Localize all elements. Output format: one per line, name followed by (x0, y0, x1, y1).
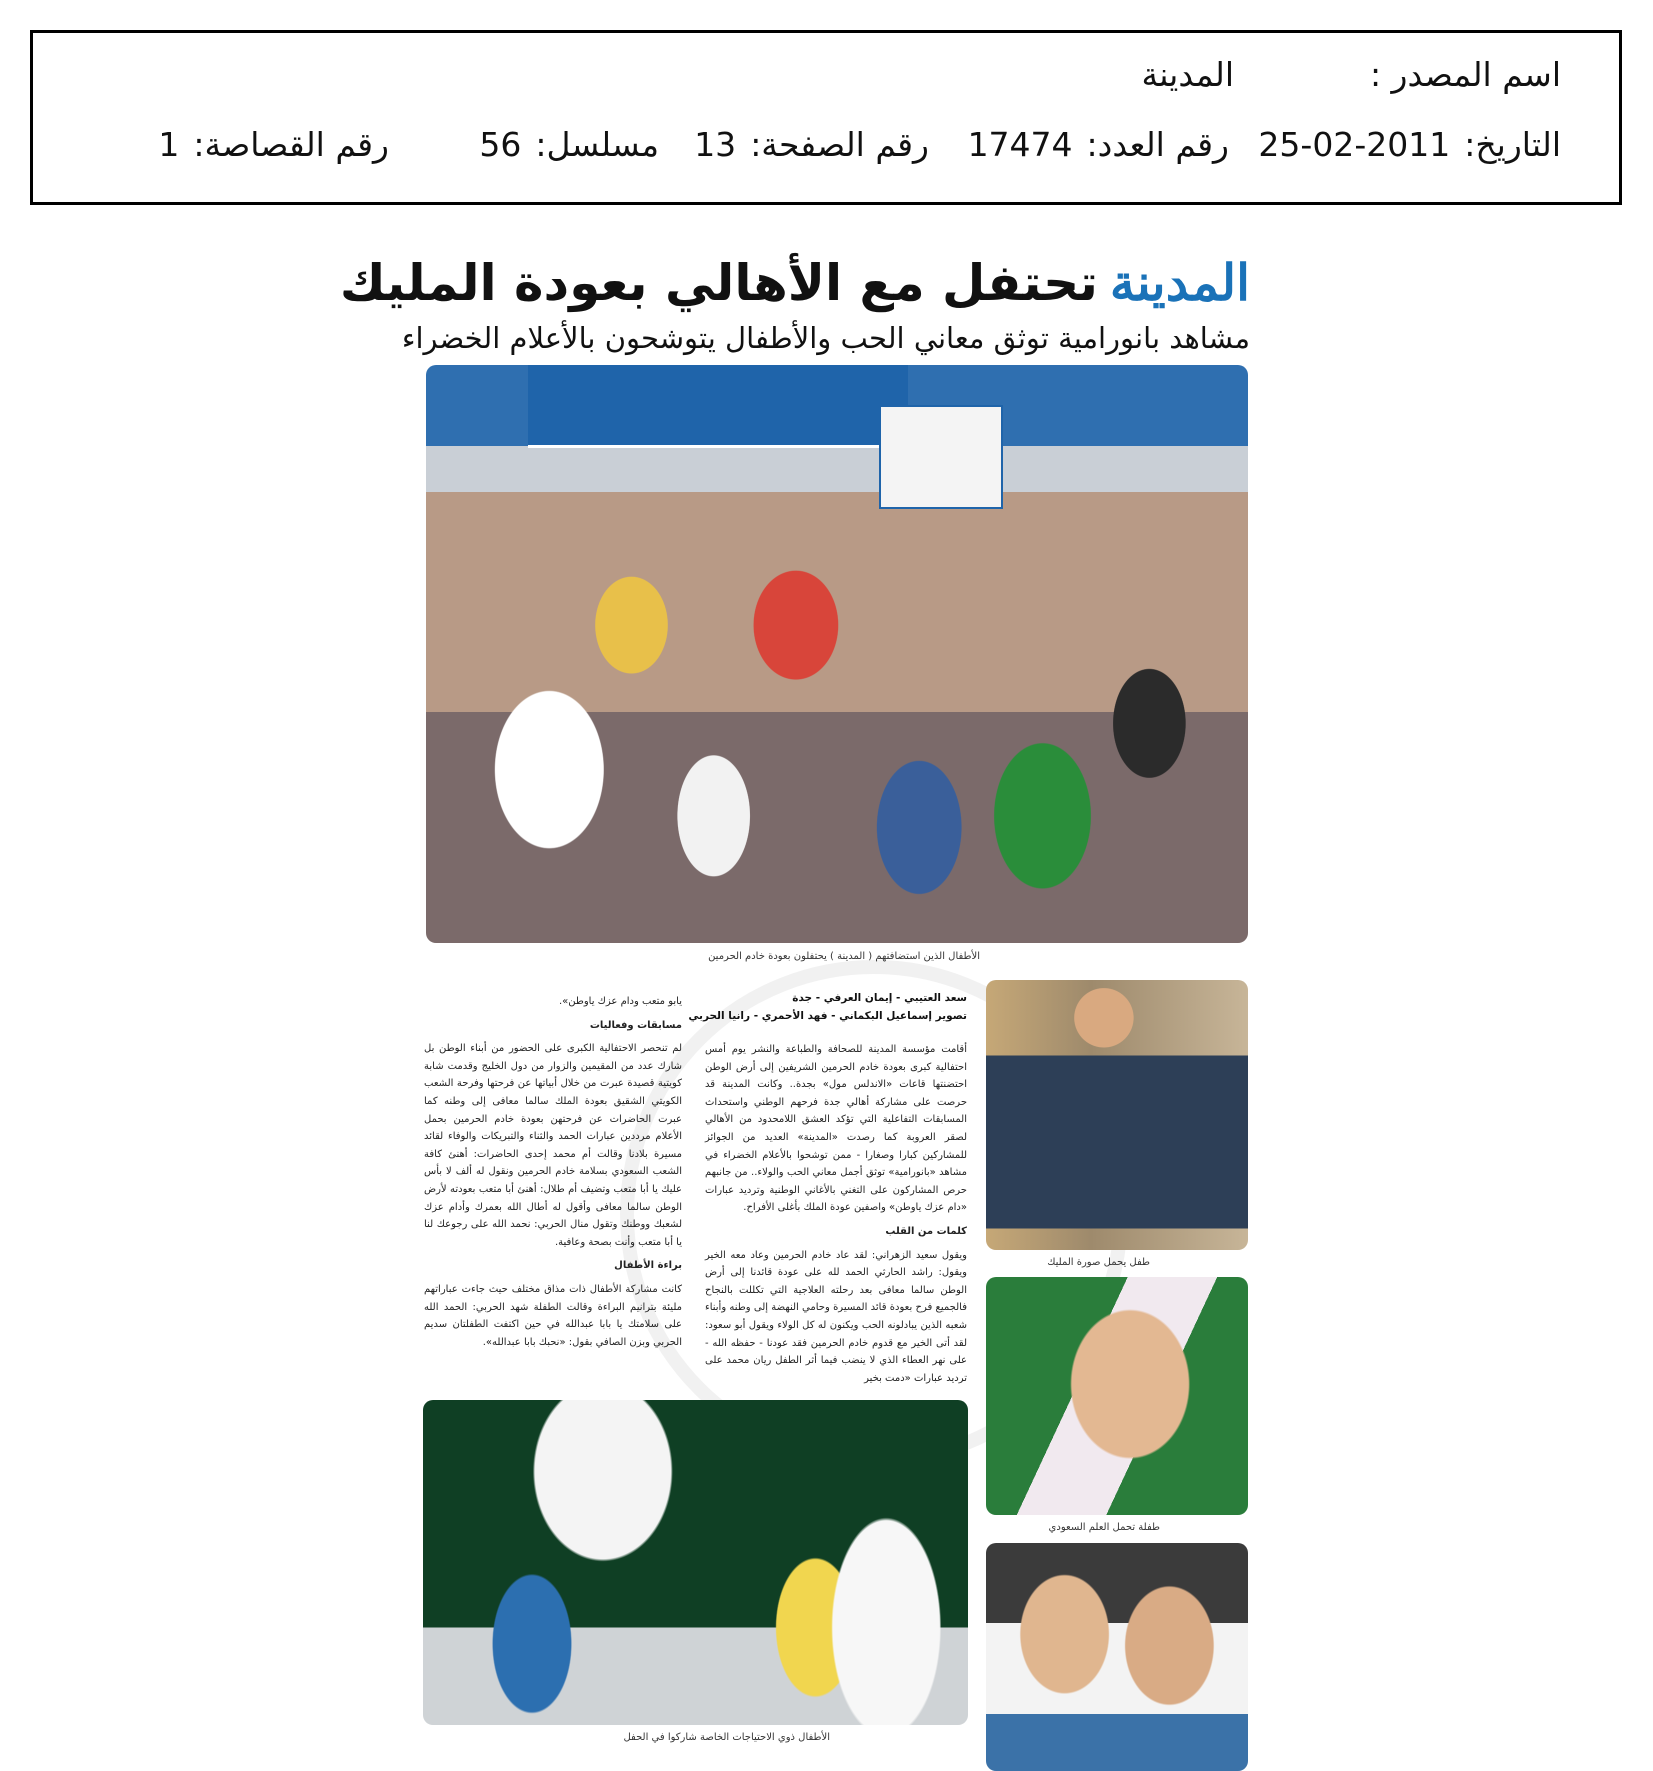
girl-with-saudi-flag-photo (986, 1277, 1248, 1515)
clip-label: رقم القصاصة: (193, 125, 389, 164)
article-subheadline: مشاهد بانورامية توثق معاني الحب والأطفال يتوشحون بالأعلام الخضراء (401, 321, 1250, 355)
subtitle-contests: مسابقات وفعاليات (589, 1019, 682, 1031)
page-label: رقم الصفحة: (750, 125, 929, 164)
boy-photo-caption: طفل يحمل صورة المليك (1047, 1257, 1150, 1268)
main-photo-caption: الأطفال الذين استضافتهم ( المدينة ) يحتفلون بعودة خادم الحرمين (708, 951, 980, 962)
col1-paragraph-1: أقامت مؤسسة المدينة للصحافة والطباعة والنشر يوم أمس احتفالية كبرى بعودة خادم الحرمين الشريفين إلى أرض الوطن احتضنتها قاعات «الاندلس مول» بجدة.. وكانت المدينة قد حرصت على مشاركة أهالي جدة فرحهم الوطني واستحداث المسابقات التفاعلية التي تؤكد العشق اللامحدود من الأهالي لصقر العروبة كما رصدت «المدينة» العديد من الجوائز للمشاركين كبارا وصغارا - ممن توشحوا بالأعلام الخضراء في مشاهد «بانورامية» توثق أجمل معاني الحب والولاء.. من جانبهم حرص المشاركون على التغني بالأغاني الوطنية وترديد عبارات «دام عزك ياوطن» واصفين عودة الملك بأغلى الأفراح. (705, 1044, 967, 1214)
page-value: 13 (694, 125, 737, 164)
serial-field (479, 125, 659, 164)
page-field (694, 125, 929, 164)
article-column-1 (705, 1041, 967, 1393)
clipping-metadata-box (30, 30, 1622, 205)
issue-value: 17474 (967, 125, 1073, 164)
col1-paragraph-2: ويقول سعيد الزهراني: لقد عاد خادم الحرمين وعاد معه الخير ويقول: راشد الحارثي الحمد لله على عودة قائدنا إلى أرض الوطن سالما معافى بعد رحلته العلاجية التي تكللت بالنجاح فالجميع فرح بعودة قائد المسيرة وحامي النهضة إلى وطنه وأبناء شعبه الذين يبادلونه الحب ويكنون له كل الولاء ويقول أبو سعود: لقد أتى الخير مع قدوم خادم الحرمين فقد عودنا - حفظه الله - على نهر العطاء الذي لا ينضب فيما أثر الطفل ريان محمد على ترديد عبارات «دمت بخير (705, 1249, 967, 1384)
article-column-2 (424, 993, 682, 1357)
source-value: المدينة (1141, 55, 1234, 94)
byline-reporters: سعد العتيبي - إيمان العرفي - جدة (792, 992, 967, 1004)
date-label: التاريخ: (1464, 125, 1561, 164)
byline-photographers: تصوير إسماعيل البكماني - فهد الأحمري - رانيا الحربي (688, 1010, 967, 1022)
event-banner (528, 365, 908, 448)
source-field (1370, 55, 1561, 94)
issue-field (968, 125, 1229, 164)
serial-value: 56 (479, 125, 522, 164)
children-crowd-photo (426, 365, 1248, 943)
date-value: 2011-02-25 (1258, 125, 1451, 164)
clip-value: 1 (158, 125, 180, 164)
issue-label: رقم العدد: (1086, 125, 1229, 164)
girl-photo-caption: طفلة تحمل العلم السعودي (1048, 1522, 1160, 1533)
boy-holding-king-portrait-photo (986, 980, 1248, 1250)
col2-paragraph-2: كانت مشاركة الأطفال ذات مذاق مختلف حيث جاءت عباراتهم مليئة بترانيم البراءة وقالت الطفلة شهد الحربي: الحمد الله على سلامتك يا بابا عبدالله في حين اكتفت الطفلتان سديم الحربي وبزن الصافي بقول: «نحبك بابا عبدالله». (424, 1283, 682, 1348)
date-field (1258, 125, 1561, 164)
source-label: اسم المصدر : (1369, 55, 1561, 94)
clip-field (158, 125, 389, 164)
subtitle-words-from-heart: كلمات من القلب (885, 1225, 967, 1237)
article-headline (339, 253, 1250, 312)
welcome-sign (879, 405, 1003, 509)
subtitle-children-innocence: براءة الأطفال (614, 1260, 682, 1272)
col2-paragraph-1: لم تنحصر الاحتفالية الكبرى على الحضور من أبناء الوطن بل شارك عدد من المقيمين والزوار من دول الخليج وقدمت شابة كويتية قصيدة عبرت من خلال أبياتها عن فرحتها وفرحة الشعب الكويتي الشقيق بعودة الملك سالما معافى إلى وطنه كما عبرت الحاضرات عن فرحتهن بعودة خادم الحرمين بحمل الأعلام مرددين عبارات الحمد والثناء والتبريكات والوفاء لقائد مسيرة بلادنا وقالت أم محمد إحدى الحاضرات: أهنئ كافة الشعب السعودي بسلامة خادم الحرمين ونقول له ألف لا بأس عليك يا أبا متعب وتضيف أم طلال: أهنئ أبا متعب بعودته لأرض الوطن سالما معافى وأقول له أطال الله بعمرك وأدام عزك لشعبك ووطنك وتقول منال الحربي: نحمد الله على رجوعك لنا يا أبا متعب وأنت بصحة وعافية. (424, 1043, 682, 1248)
serial-label: مسلسل: (535, 125, 659, 164)
special-needs-photo-caption: الأطفال ذوي الاحتياجات الخاصة شاركوا في الحفل (623, 1732, 830, 1743)
special-needs-children-photo (423, 1400, 968, 1725)
newspaper-clipping (339, 235, 1250, 1771)
headline-text: تحتفل مع الأهالي بعودة المليك (339, 254, 1098, 312)
girls-group-photo (986, 1543, 1248, 1771)
col2-paragraph-0: يابو متعب ودام عزك ياوطن». (558, 996, 682, 1007)
newspaper-brand: المدينة (1109, 253, 1250, 312)
